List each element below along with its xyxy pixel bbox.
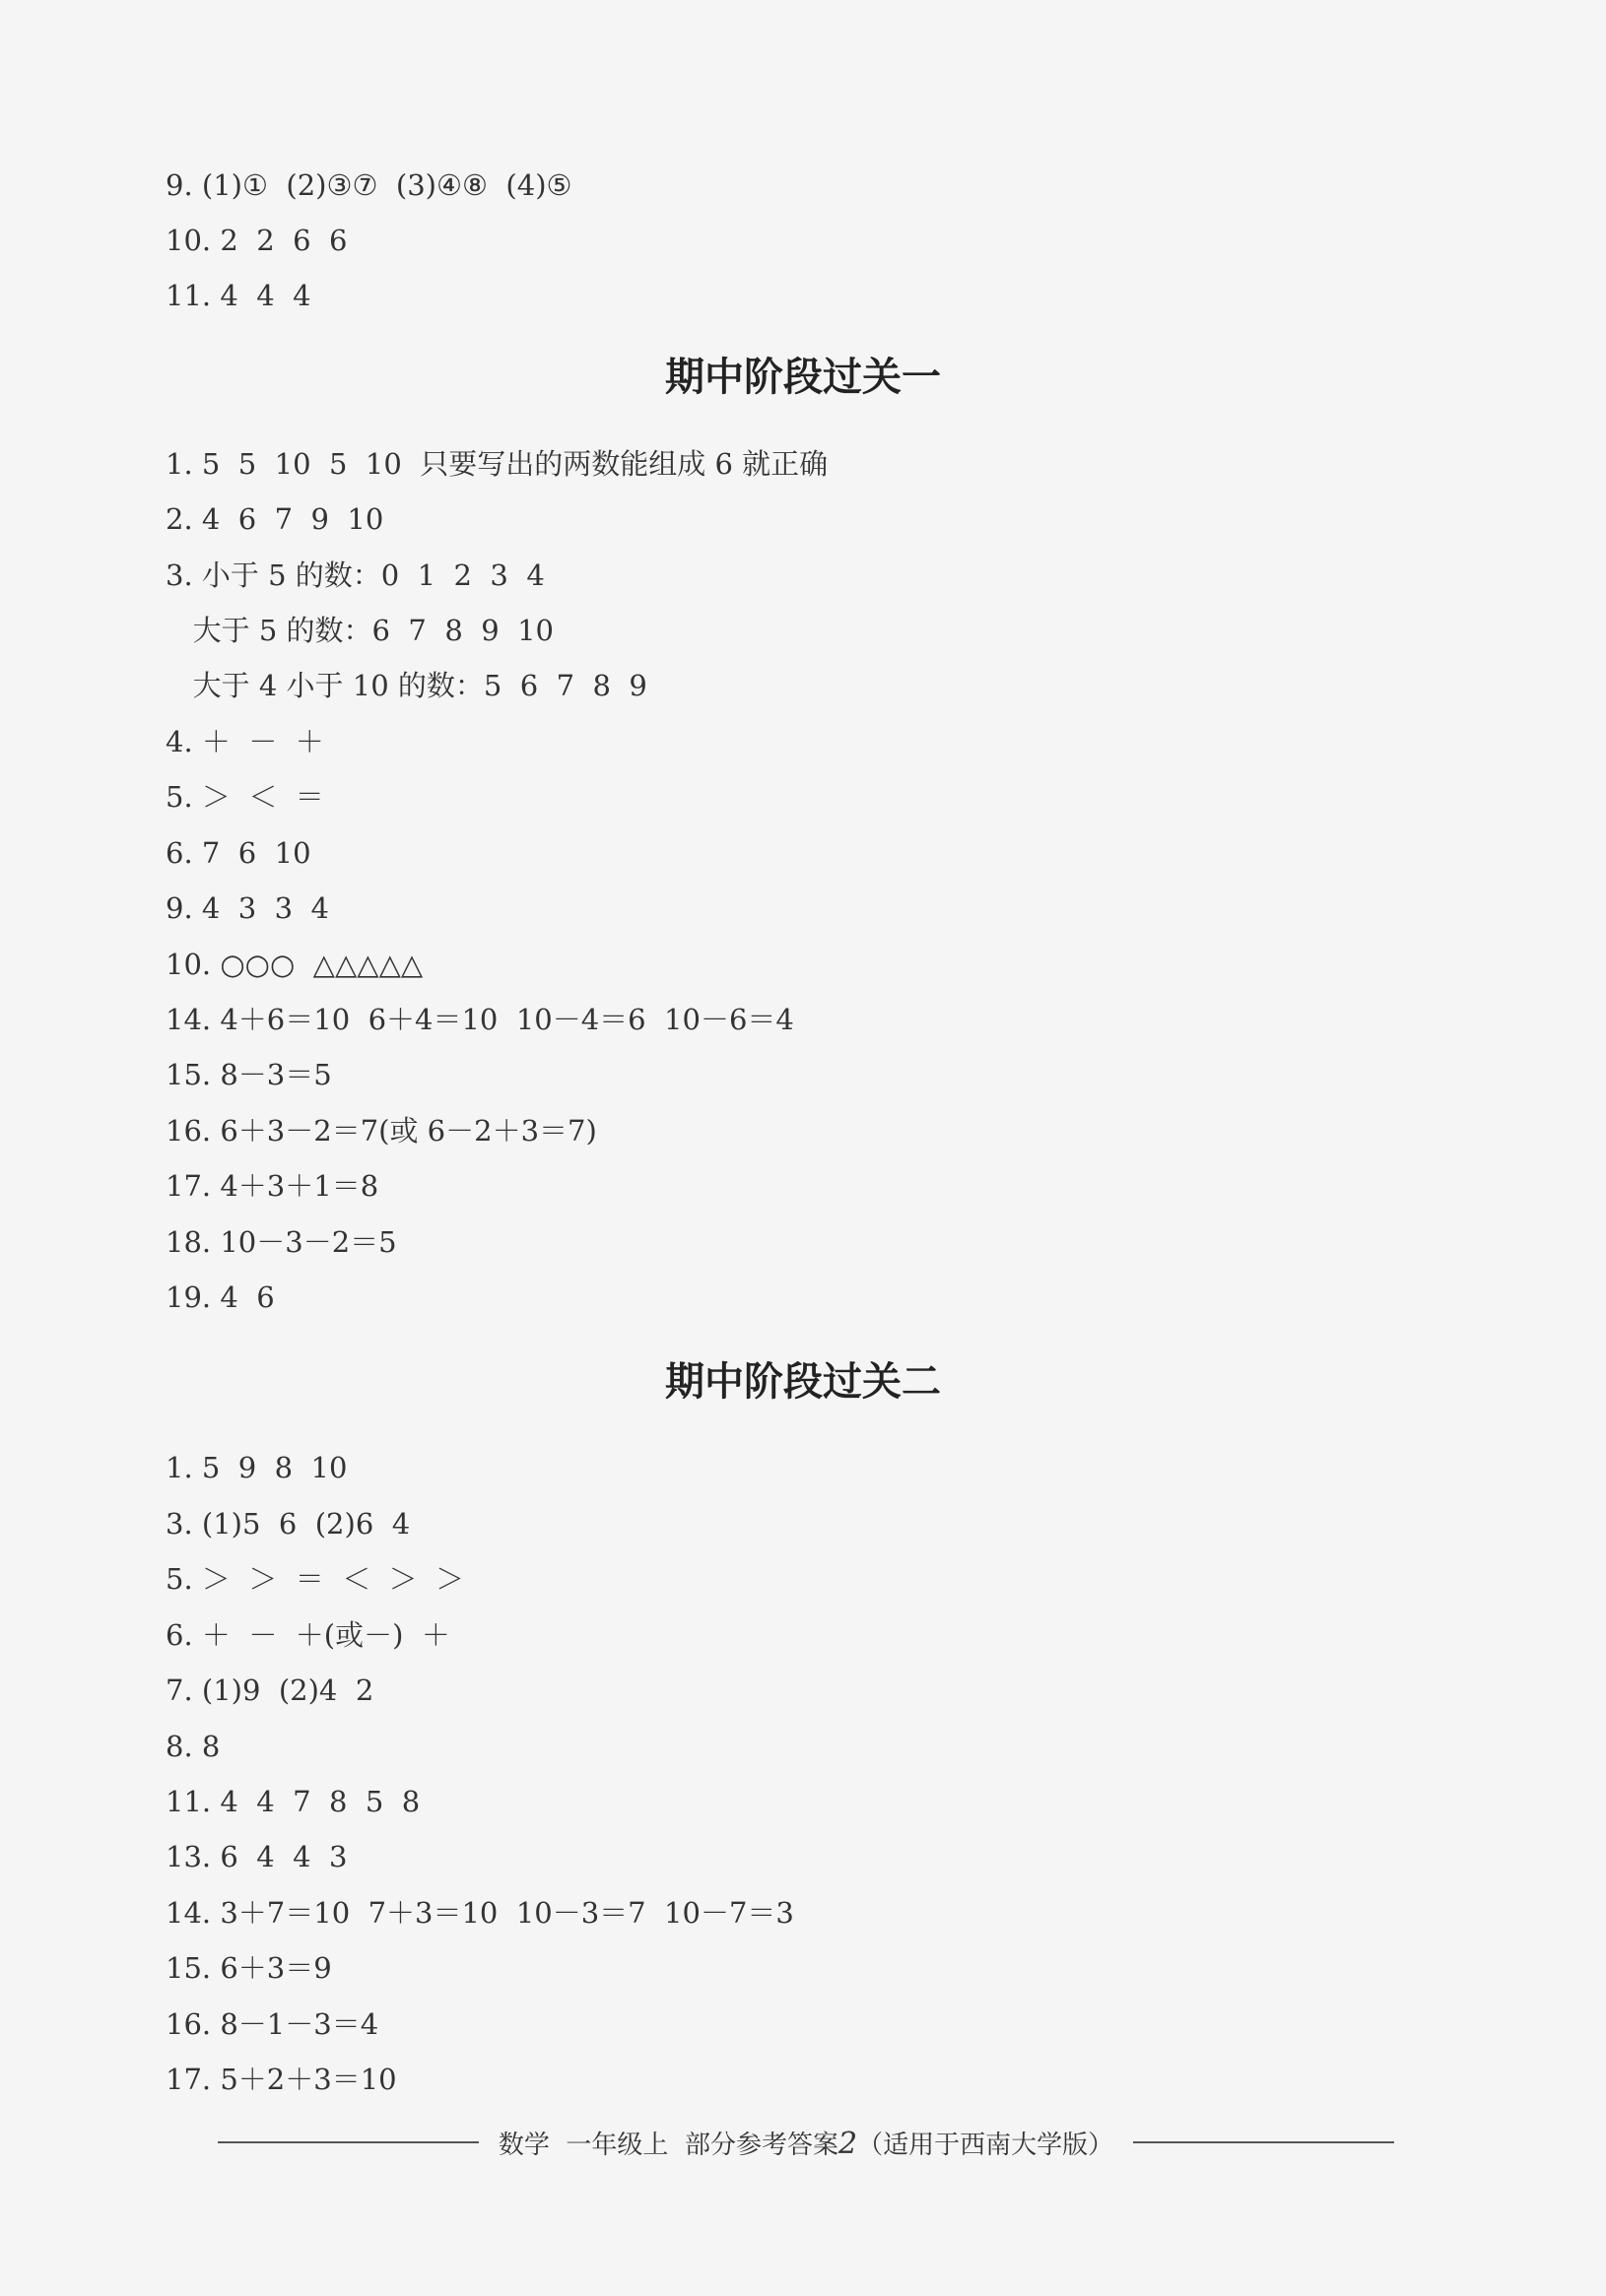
answer-line: 1. 5 5 10 5 10 只要写出的两数能组成 6 就正确: [166, 447, 829, 481]
answer-line: 1. 5 9 8 10: [166, 1451, 348, 1484]
answer-line: 5. ＞ ＞ ＝ ＜ ＞ ＞: [166, 1562, 465, 1596]
answer-line: 15. 6＋3＝9: [166, 1951, 332, 1985]
answer-line: 10. 2 2 6 6: [166, 224, 348, 257]
answer-line: 14. 3＋7＝10 7＋3＝10 10－3＝7 10－7＝3: [166, 1896, 794, 1930]
answer-line: 14. 4＋6＝10 6＋4＝10 10－4＝6 10－6＝4: [166, 1003, 794, 1036]
answer-line: 2. 4 6 7 9 10: [166, 502, 384, 536]
answer-line: 16. 8－1－3＝4: [166, 2007, 379, 2041]
answer-line: 18. 10－3－2＝5: [166, 1225, 397, 1259]
footer-text: [479, 2125, 1133, 2161]
answer-line: 16. 6＋3－2＝7(或 6－2＋3＝7): [166, 1114, 597, 1148]
answer-line: 17. 5＋2＋3＝10: [166, 2063, 397, 2096]
answer-line: 7. (1)9 (2)4 2: [166, 1673, 374, 1707]
answer-line: 9. 4 3 3 4: [166, 891, 329, 925]
answer-line: 6. ＋ － ＋(或－) ＋: [166, 1618, 450, 1652]
answer-line: 6. 7 6 10: [166, 836, 311, 870]
footer-edition: （适用于西南大学版）: [857, 2130, 1114, 2160]
page-footer: [166, 2123, 1446, 2162]
page-number: 2: [837, 2126, 858, 2161]
answer-line: 11. 4 4 4: [166, 279, 311, 312]
answer-line: 大于 4 小于 10 的数：5 6 7 8 9: [166, 669, 647, 702]
answer-line: 10. ○○○ △△△△△: [166, 948, 424, 981]
answer-line: 19. 4 6: [166, 1280, 275, 1314]
answer-line: 3. 小于 5 的数：0 1 2 3 4: [166, 558, 545, 592]
answer-line: 3. (1)5 6 (2)6 4: [166, 1507, 411, 1541]
answer-line: 13. 6 4 4 3: [166, 1840, 348, 1873]
footer-rule-right: [1133, 2141, 1394, 2143]
section-title: 期中阶段过关二: [665, 1359, 941, 1405]
answer-line: 9. (1)① (2)③⑦ (3)④⑧ (4)⑤: [166, 168, 572, 202]
answer-line: 大于 5 的数：6 7 8 9 10: [166, 614, 554, 647]
answer-line: 8. 8: [166, 1730, 221, 1763]
answer-line: 15. 8－3＝5: [166, 1058, 332, 1091]
answer-line: 17. 4＋3＋1＝8: [166, 1169, 379, 1203]
section-title: 期中阶段过关一: [665, 355, 941, 400]
footer-rule-left: [218, 2141, 479, 2143]
footer-label: 数学 一年级上 部分参考答案: [498, 2130, 838, 2160]
answer-line: 11. 4 4 7 8 5 8: [166, 1785, 421, 1818]
answer-line: 5. ＞ ＜ ＝: [166, 780, 324, 814]
answer-line: 4. ＋ － ＋: [166, 725, 324, 758]
